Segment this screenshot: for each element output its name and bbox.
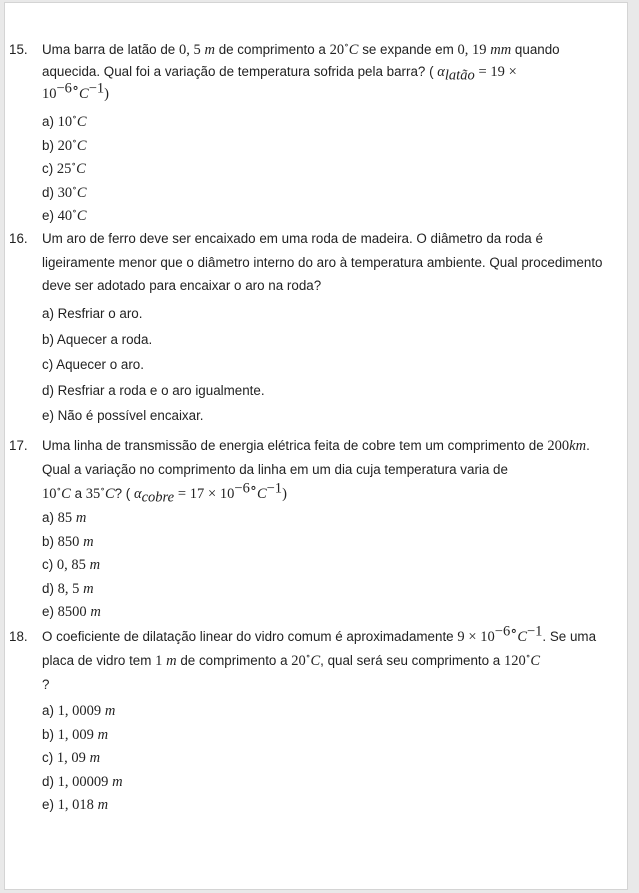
q15-options xyxy=(42,110,87,228)
option-d[interactable]: d) 1, 00009 m xyxy=(42,773,123,790)
option-c[interactable]: c) 0, 85 m xyxy=(42,557,101,573)
option-b[interactable]: b) 20∘C xyxy=(42,136,87,154)
option-b[interactable]: b) 850 m xyxy=(42,533,94,550)
option-e[interactable]: e) 8500 m xyxy=(42,604,101,620)
option-a[interactable]: a) 85 m xyxy=(42,510,87,526)
option-e[interactable]: e) Não é possível encaixar. xyxy=(42,408,204,423)
question-18 xyxy=(9,625,615,696)
question-16 xyxy=(9,227,615,298)
question-number: 18. xyxy=(9,629,28,644)
option-d[interactable]: d) 30∘C xyxy=(42,183,87,201)
question-number: 15. xyxy=(9,42,28,57)
question-text: Uma barra de latão de 0, 5 m de comprimento a 20∘C se expande em 0, 19 mm quando aquecida. Qual foi a variação de temperatura sofrida pela barra? ( $\alpha_{latão} = 19$ × $10^{-6\circ}C^{-1}$) xyxy=(42,41,560,102)
option-a[interactable]: a) 10∘C xyxy=(42,113,87,130)
option-b[interactable]: b) 1, 009 m xyxy=(42,726,109,743)
question-text: Uma linha de transmissão de energia elétrica feita de cobre tem um comprimento de 200km. Qual a variação no comprimento da linha em um dia cuja temperatura varia de 10∘C a 35∘C? ( $\alpha_{cobre} = 17 \times 10^{-6\circ}C^{-1}$) xyxy=(42,438,590,506)
option-a[interactable]: a) Resfriar o aro. xyxy=(42,306,143,321)
option-c[interactable]: c) Aquecer o aro. xyxy=(42,357,144,372)
q16-options xyxy=(42,301,265,429)
question-number: 16. xyxy=(9,231,28,246)
option-e[interactable]: e) 40∘C xyxy=(42,207,87,224)
q17-options xyxy=(42,506,101,624)
option-d[interactable]: d) 8, 5 m xyxy=(42,580,94,597)
q18-options xyxy=(42,699,123,817)
question-text: Um aro de ferro deve ser encaixado em uma roda de madeira. O diâmetro da roda é ligeiramente menor que o diâmetro interno do aro à temperatura ambiente. Qual procedimento deve ser adotado para encaixar o aro na roda? xyxy=(42,231,603,293)
question-15 xyxy=(9,39,615,105)
option-b[interactable]: b) Aquecer a roda. xyxy=(42,331,153,347)
question-17 xyxy=(9,434,615,506)
question-number: 17. xyxy=(9,438,28,453)
option-c[interactable]: c) 25∘C xyxy=(42,160,86,177)
option-d[interactable]: d) Resfriar a roda e o aro igualmente. xyxy=(42,382,265,398)
worksheet-page xyxy=(4,2,628,890)
option-c[interactable]: c) 1, 09 m xyxy=(42,750,101,766)
option-a[interactable]: a) 1, 0009 m xyxy=(42,703,116,719)
question-text: O coeficiente de dilatação linear do vidro comum é aproximadamente $9 \times 10^{-6\circ}C^{-1}$. Se uma placa de vidro tem 1 m de comprimento a 20∘C, qual será seu comprimento a 120∘C ? xyxy=(42,623,597,692)
option-e[interactable]: e) 1, 018 m xyxy=(42,797,109,813)
